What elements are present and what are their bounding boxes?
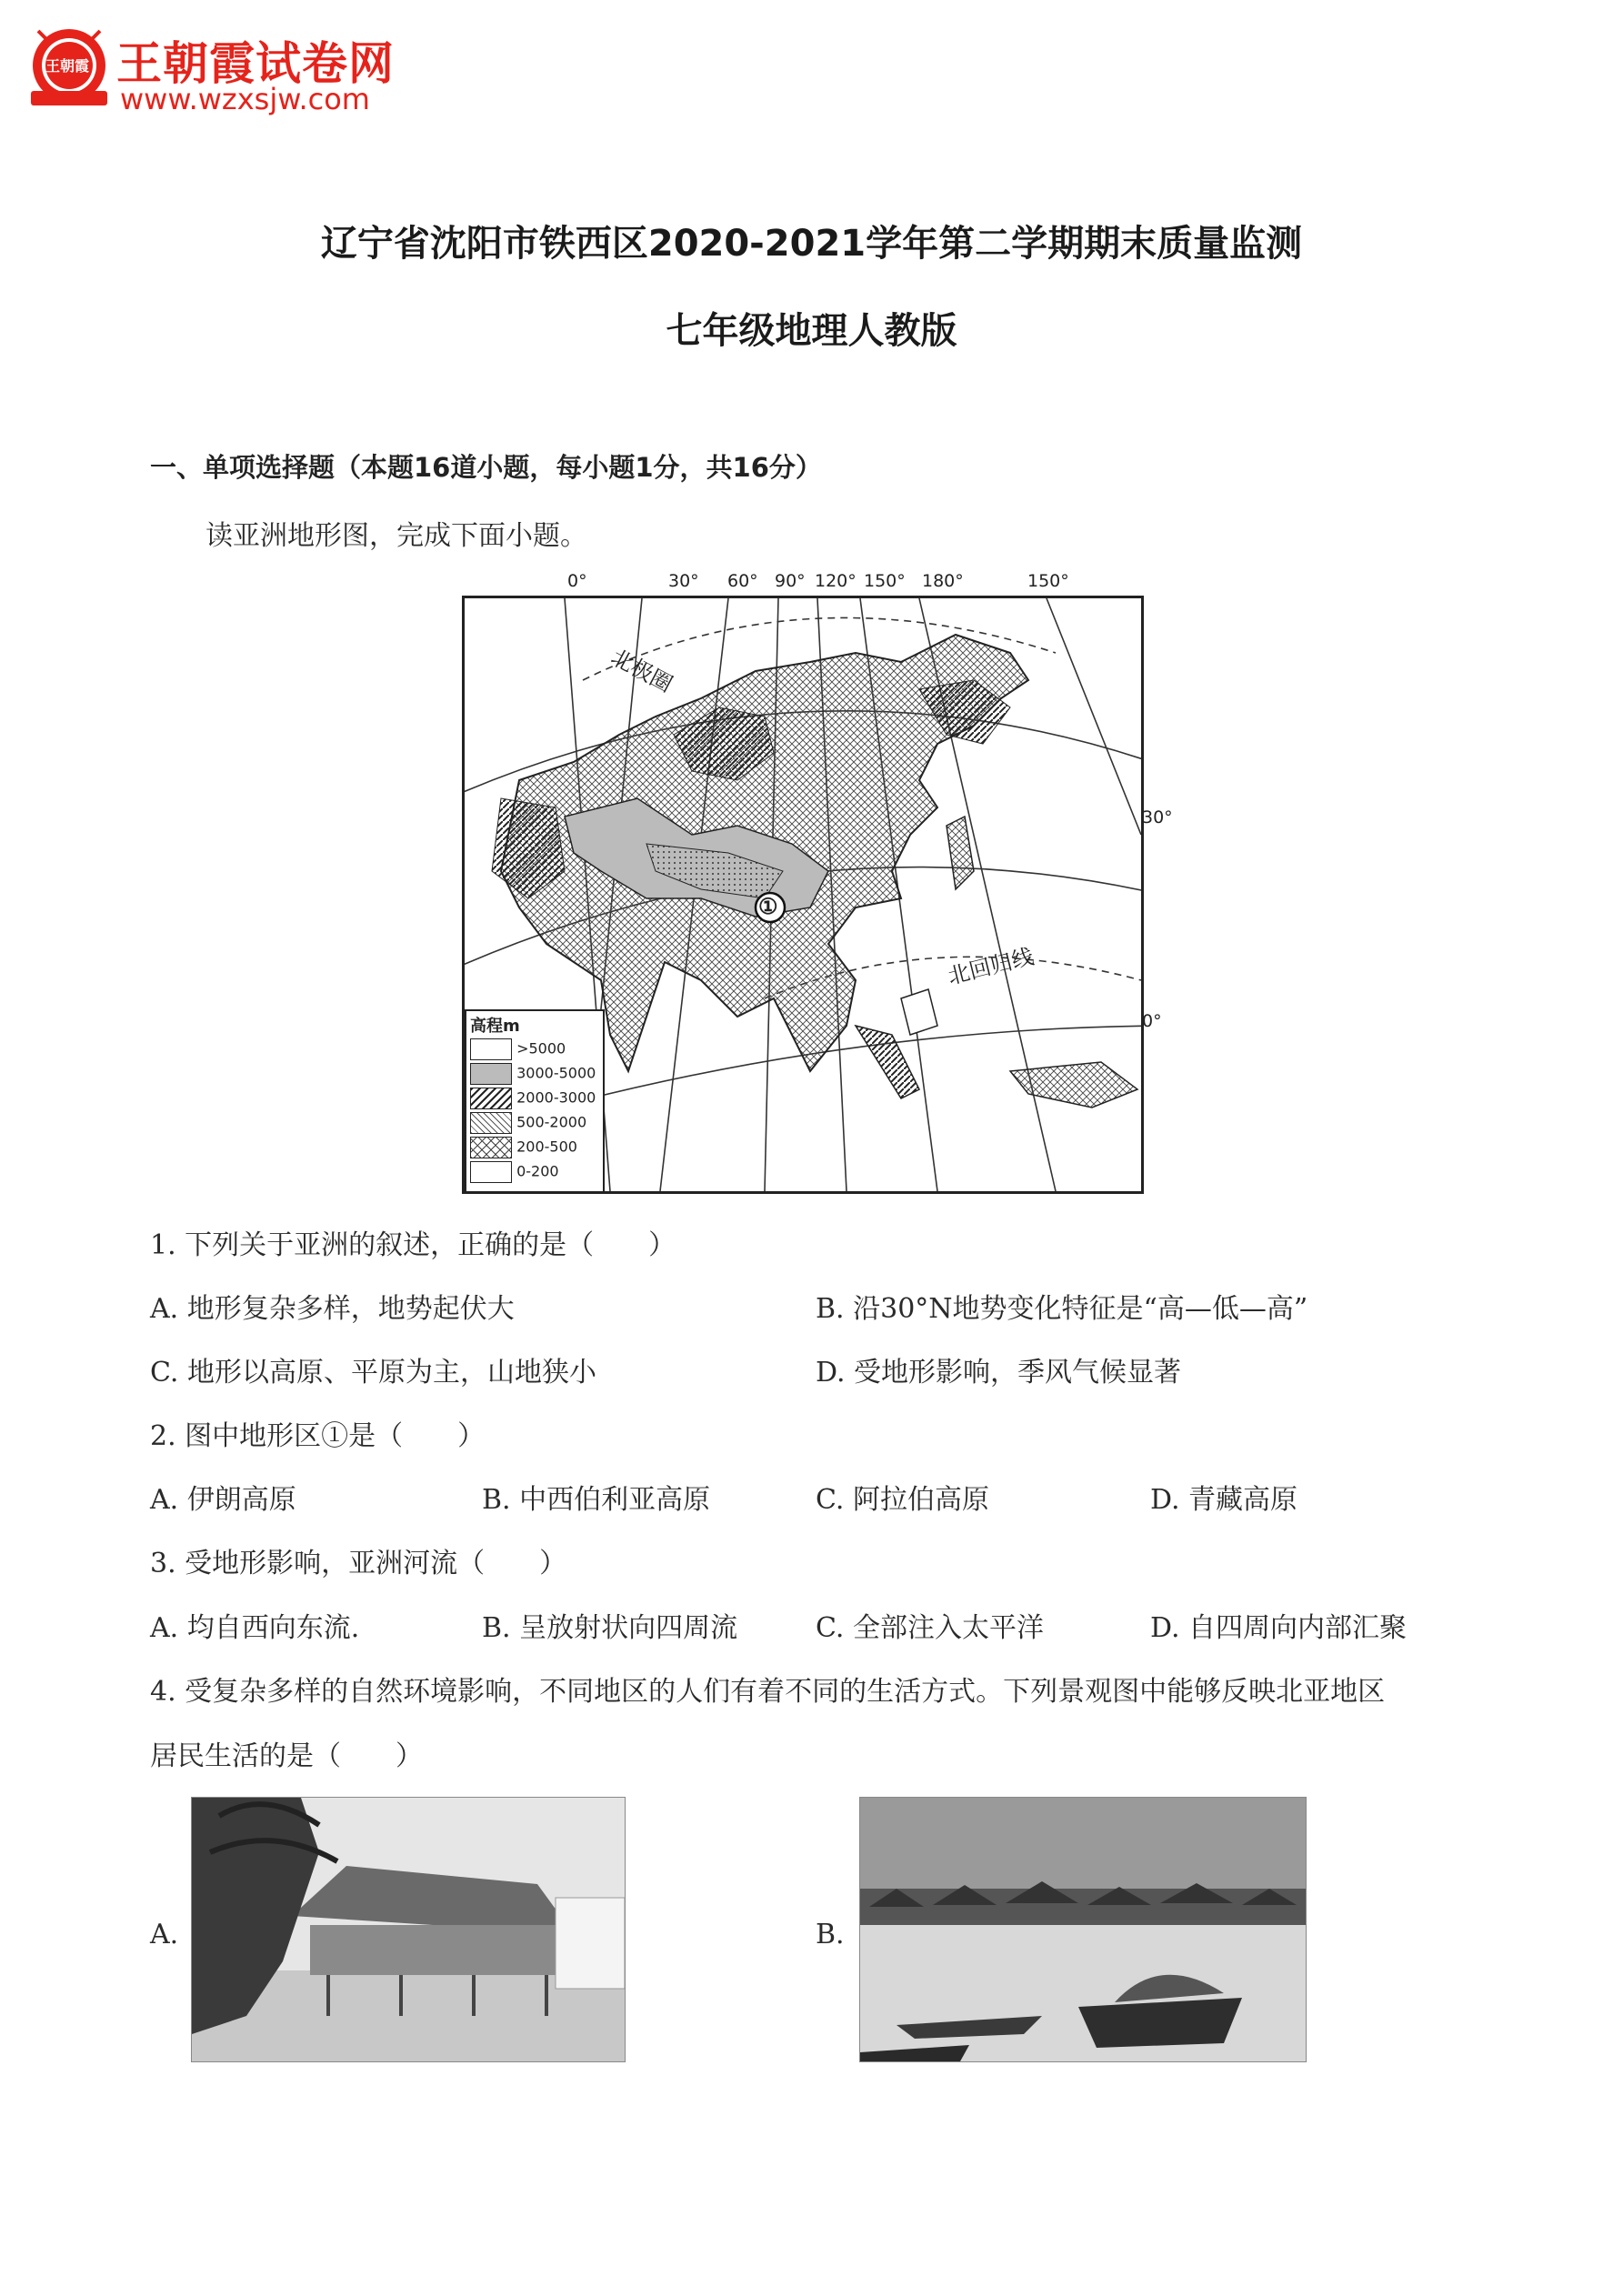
site-logo[interactable] xyxy=(25,24,407,124)
section-heading: 一、单项选择题（本题16道小题，每小题1分，共16分） xyxy=(150,452,822,483)
option-d[interactable]: D. 青藏高原 xyxy=(1150,1484,1298,1516)
option-b[interactable]: B. 沿30°N地势变化特征是“高—低—高” xyxy=(816,1293,1308,1325)
legend-item xyxy=(470,1161,559,1183)
option-a[interactable]: A. 均自西向东流. xyxy=(150,1612,360,1644)
map-tick: 180° xyxy=(922,571,964,591)
photo-water-village[interactable] xyxy=(859,1797,1307,2062)
option-a[interactable]: A. 地形复杂多样，地势起伏大 xyxy=(150,1293,515,1325)
section-intro: 读亚洲地形图，完成下面小题。 xyxy=(205,520,587,552)
map-lat-tick: 30° xyxy=(1142,807,1173,827)
map-tick: 120° xyxy=(815,571,857,591)
legend-swatch xyxy=(470,1161,512,1183)
legend-item xyxy=(470,1088,596,1109)
question-stem: 4. 受复杂多样的自然环境影响，不同地区的人们有着不同的生活方式。下列景观图中能够反映北亚地区 xyxy=(150,1676,1386,1708)
legend-label: 0-200 xyxy=(516,1162,559,1180)
option-a[interactable]: A. xyxy=(150,1919,179,1950)
map-tick: 90° xyxy=(775,571,806,591)
option-d[interactable]: D. 自四周向内部汇聚 xyxy=(1150,1612,1408,1644)
map-tick: 150° xyxy=(1027,571,1069,591)
legend-swatch xyxy=(470,1063,512,1085)
map-lat-tick: 0° xyxy=(1142,1011,1162,1031)
map-tick: 60° xyxy=(727,571,758,591)
legend-label: 200-500 xyxy=(516,1138,577,1156)
legend-swatch xyxy=(470,1137,512,1158)
legend-swatch xyxy=(470,1088,512,1109)
option-b[interactable]: B. 中西伯利亚高原 xyxy=(482,1484,711,1516)
question-stem: 1. 下列关于亚洲的叙述，正确的是（ ） xyxy=(150,1229,676,1261)
legend-label: >5000 xyxy=(516,1039,566,1058)
option-c[interactable]: C. 阿拉伯高原 xyxy=(816,1484,989,1516)
region-marker: ① xyxy=(758,893,778,919)
legend-swatch xyxy=(470,1038,512,1060)
question-stem-cont: 居民生活的是（ ） xyxy=(150,1740,423,1772)
legend-item xyxy=(470,1112,586,1134)
question-stem: 2. 图中地形区①是（ ） xyxy=(150,1420,486,1452)
legend-item xyxy=(470,1063,596,1085)
water-village-image xyxy=(860,1798,1306,2061)
map-tick: 30° xyxy=(668,571,699,591)
doc-subtitle: 七年级地理人教版 xyxy=(666,310,957,352)
option-b[interactable]: B. xyxy=(816,1919,845,1950)
legend-swatch xyxy=(470,1112,512,1134)
option-b[interactable]: B. 呈放射状向四周流 xyxy=(482,1612,738,1644)
option-c[interactable]: C. 全部注入太平洋 xyxy=(816,1612,1044,1644)
map-tick: 150° xyxy=(864,571,906,591)
map-legend xyxy=(465,1009,605,1194)
logo-badge-text: 王朝霞 xyxy=(45,57,90,75)
option-c[interactable]: C. 地形以高原、平原为主，山地狭小 xyxy=(150,1357,596,1389)
map-tick: 0° xyxy=(567,571,587,591)
tropic-label: 北回归线 xyxy=(945,943,1037,990)
logo-site-url[interactable]: www.wzxsjw.com xyxy=(120,82,370,116)
stilt-house-image xyxy=(192,1798,625,2061)
arctic-circle-label: 北极圈 xyxy=(606,644,677,697)
photo-stilt-house[interactable] xyxy=(191,1797,626,2062)
option-d[interactable]: D. 受地形影响，季风气候显著 xyxy=(816,1357,1182,1389)
question-stem: 3. 受地形影响，亚洲河流（ ） xyxy=(150,1548,567,1579)
asia-terrain-map xyxy=(462,596,1144,1194)
doc-title: 辽宁省沈阳市铁西区2020-2021学年第二学期期末质量监测 xyxy=(320,223,1303,265)
legend-label: 500-2000 xyxy=(516,1113,587,1131)
legend-label: 2000-3000 xyxy=(516,1088,596,1107)
legend-title: 高程m xyxy=(470,1017,520,1036)
legend-item xyxy=(470,1137,577,1158)
option-a[interactable]: A. 伊朗高原 xyxy=(150,1484,296,1516)
legend-label: 3000-5000 xyxy=(516,1064,596,1082)
legend-item xyxy=(470,1038,566,1060)
logo-site-name: 王朝霞试卷网 xyxy=(116,37,395,90)
